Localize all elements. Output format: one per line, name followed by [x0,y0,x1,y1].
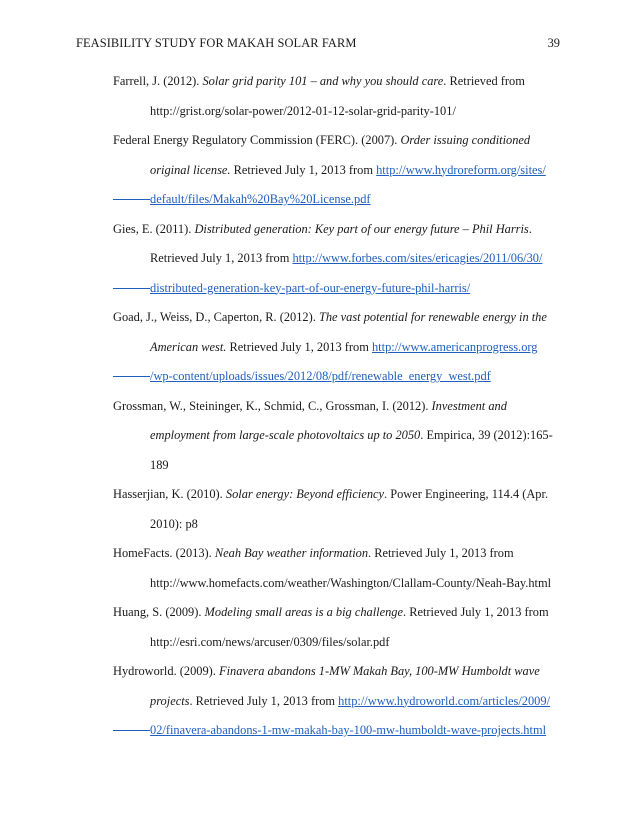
reference-title: American west. [150,339,227,354]
reference-line: original license. Retrieved July 1, 2013 from http://www.hydroreform.org/sites/ [150,162,546,177]
reference-url-line [113,569,573,599]
reference-line: HomeFacts. (2013). Neah Bay weather information. Retrieved July 1, 2013 from [113,546,514,560]
reference-title: Neah Bay weather information [214,546,369,560]
reference-line: Federal Energy Regulatory Commission (FERC). (2007). Order issuing conditioned [113,133,531,147]
reference-line: employment from large-scale photovoltaics up to 2050. Empirica, 39 (2012):165- [150,428,553,442]
reference-link[interactable]: http://www.hydroreform.org/sites/ [376,162,546,177]
reference-line: Huang, S. (2009). Modeling small areas is a big challenge. Retrieved July 1, 2013 from [113,605,549,619]
reference-url-line [113,628,573,658]
reference-url: http://www.homefacts.com/weather/Washington/Clallam-County/Neah-Bay.html [150,575,552,590]
reference-line: projects. Retrieved July 1, 2013 from http://www.hydroworld.com/articles/2009/ [150,693,551,708]
reference-line: Goad, J., Weiss, D., Caperton, R. (2012). The vast potential for renewable energy in the [113,310,547,324]
reference-title: employment from large-scale photovoltaics up to 2050 [150,428,421,442]
reference-line: Gies, E. (2011). Distributed generation: Key part of our energy future – Phil Harris. [113,221,532,236]
reference-title: Order issuing conditioned [400,133,531,147]
reference-line: Hydroworld. (2009). Finavera abandons 1-MW Makah Bay, 100-MW Humboldt wave [113,664,540,678]
running-head: FEASIBILITY STUDY FOR MAKAH SOLAR FARM [76,36,357,50]
page-number: 39 [547,36,560,50]
reference-link[interactable]: /wp-content/uploads/issues/2012/08/pdf/renewable_energy_west.pdf [150,369,491,383]
reference-link[interactable]: 02/finavera-abandons-1-mw-makah-bay-100-mw-humboldt-wave-projects.html [150,723,547,737]
reference-title: Solar energy: Beyond efficiency [225,487,385,501]
reference-link[interactable]: http://www.forbes.com/sites/ericagies/2011/06/30/ [292,251,543,265]
reference-title: Investment and [431,398,507,413]
reference-entry [113,392,573,481]
reference-link[interactable]: default/files/Makah%20Bay%20License.pdf [150,192,371,206]
reference-entry [113,67,573,126]
reference-url: http://esri.com/news/arcuser/0309/files/solar.pdf [150,634,390,649]
reference-url-line [113,185,573,215]
reference-title: projects [150,693,190,708]
reference-title: original license. [150,162,231,177]
reference-entry [113,657,573,746]
reference-url-line [113,362,573,392]
reference-link[interactable]: http://www.americanprogress.org [371,339,538,354]
reference-entry [113,215,573,304]
reference-url-line [113,97,573,127]
reference-title: Solar grid parity 101 – and why you should care [202,74,444,88]
reference-entry [113,480,573,539]
reference-line: 2010): p8 [150,516,198,531]
reference-link[interactable]: http://www.hydroworld.com/articles/2009/ [338,693,551,708]
reference-entry [113,303,573,392]
reference-title: Modeling small areas is a big challenge [204,605,404,619]
reference-line: Hasserjian, K. (2010). Solar energy: Beyond efficiency. Power Engineering, 114.4 (Apr. [113,487,549,501]
reference-title: Distributed generation: Key part of our energy future – Phil Harris [194,221,529,236]
reference-line: Retrieved July 1, 2013 from http://www.forbes.com/sites/ericagies/2011/06/30/ [150,251,543,265]
reference-entry [113,539,573,598]
reference-line: 189 [150,457,169,472]
reference-url-line [113,274,573,304]
reference-link[interactable]: distributed-generation-key-part-of-our-energy-future-phil-harris/ [150,280,471,295]
reference-line: Grossman, W., Steininger, K., Schmid, C., Grossman, I. (2012). Investment and [113,398,507,413]
reference-list [113,67,573,746]
reference-line: American west. Retrieved July 1, 2013 from http://www.americanprogress.org [150,339,538,354]
reference-entry [113,126,573,215]
reference-entry [113,598,573,657]
reference-title: Finavera abandons 1-MW Makah Bay, 100-MW Humboldt wave [219,664,540,678]
reference-title: The vast potential for renewable energy in the [318,310,547,324]
reference-line: Farrell, J. (2012). Solar grid parity 101 – and why you should care. Retrieved from [113,74,525,88]
reference-url-line [113,716,573,746]
reference-url: http://grist.org/solar-power/2012-01-12-solar-grid-parity-101/ [150,103,456,118]
